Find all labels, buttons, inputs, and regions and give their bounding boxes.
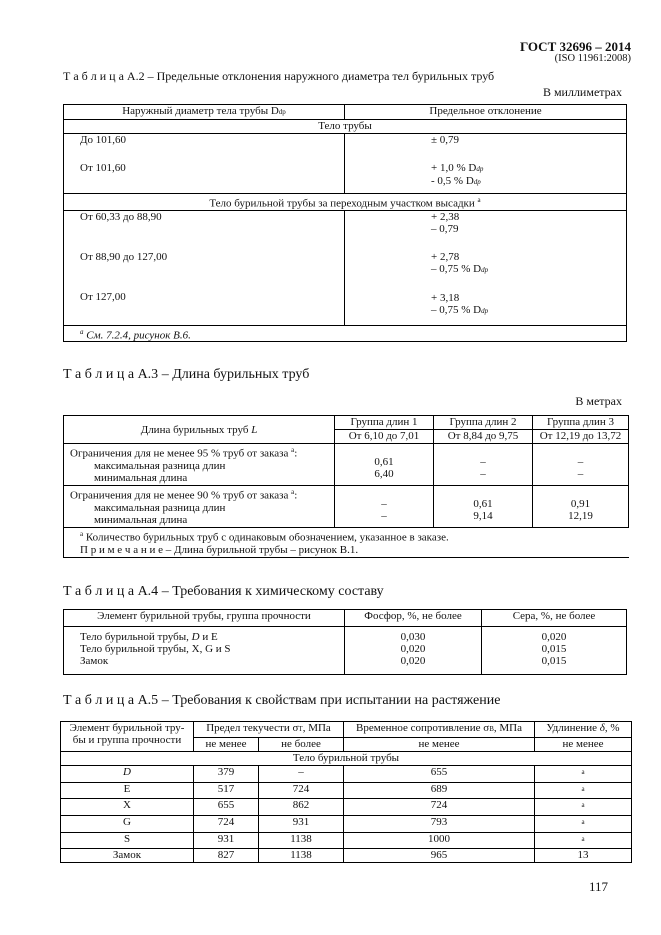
table-cell: 931 — [194, 832, 259, 849]
col-header: От 6,10 до 7,01 — [335, 430, 434, 444]
table-a3-unit: В метрах — [575, 394, 622, 408]
table-cell: а — [535, 815, 632, 832]
col-header: От 12,19 до 13,72 — [533, 430, 629, 444]
table-cell: 517 — [194, 782, 259, 799]
col-header: Сера, %, не более — [482, 610, 627, 627]
table-cell: Тело бурильной трубы, D и E Тело бурильной трубы, X, G и S Замок — [64, 627, 345, 675]
table-cell: – — [259, 766, 344, 783]
section-row: Тело бурильной трубы — [61, 752, 632, 766]
table-a2-caption: Т а б л и ц а А.2 – Предельные отклонения наружного диаметра тел бурильных труб — [63, 69, 495, 83]
col-header: Длина бурильных труб L — [64, 416, 335, 444]
col-header: не более — [259, 738, 344, 752]
col-header: Наружный диаметр тела трубы Ddp — [64, 105, 345, 120]
table-cell: От 60,33 до 88,90 От 88,90 до 127,00 От 127,00 — [64, 210, 345, 325]
standard-id: ГОСТ 32696 – 2014 — [519, 39, 631, 54]
table-cell: До 101,60 От 101,60 — [64, 134, 345, 194]
table-a3 — [63, 415, 629, 558]
table-cell: 827 — [194, 849, 259, 863]
table-cell: E — [61, 782, 194, 799]
table-cell: 655 — [194, 799, 259, 816]
table-cell: 689 — [344, 782, 535, 799]
table-a5-caption: Т а б л и ц а А.5 – Требования к свойствам при испытании на растяжение — [63, 693, 501, 708]
table-row — [61, 849, 632, 863]
table-cell: а — [535, 782, 632, 799]
col-header: Фосфор, %, не более — [345, 610, 482, 627]
table-cell: D — [61, 766, 194, 783]
iso-id: (ISO 11961:2008) — [554, 53, 631, 64]
section-row: Тело бурильной трубы за переходным участком высадки $^а$ — [64, 194, 627, 211]
table-cell: 0,91 12,19 — [533, 486, 629, 528]
table-cell: Ограничения для не менее 95 % труб от заказа $^а$: максимальная разница длин минимальная длина — [64, 444, 335, 486]
table-a4-caption: Т а б л и ц а А.4 – Требования к химическому составу — [63, 584, 384, 599]
col-header: не менее — [535, 738, 632, 752]
col-header: Временное сопротивление σB, МПа — [344, 722, 535, 738]
table-cell: – – — [434, 444, 533, 486]
table-cell: 0,030 0,020 0,020 — [345, 627, 482, 675]
table-cell: ± 0,79 + 1,0 % Ddp - 0,5 % Ddp — [345, 134, 627, 194]
table-cell: 793 — [344, 815, 535, 832]
table-row — [61, 799, 632, 816]
table-cell: 379 — [194, 766, 259, 783]
table-a3-caption: Т а б л и ц а А.3 – Длина бурильных труб — [63, 367, 310, 382]
page-number: 117 — [588, 879, 608, 894]
table-cell: 862 — [259, 799, 344, 816]
table-row — [61, 832, 632, 849]
table-row — [61, 766, 632, 783]
table-cell: а — [535, 832, 632, 849]
table-cell: 0,61 9,14 — [434, 486, 533, 528]
col-header: не менее — [344, 738, 535, 752]
col-header: Группа длин 3 — [533, 416, 629, 430]
table-a2 — [63, 104, 627, 342]
col-header: Группа длин 2 — [434, 416, 533, 430]
table-cell: 965 — [344, 849, 535, 863]
table-cell: 13 — [535, 849, 632, 863]
table-row — [61, 782, 632, 799]
table-cell: 724 — [194, 815, 259, 832]
table-a4 — [63, 609, 627, 675]
col-header: От 8,84 до 9,75 — [434, 430, 533, 444]
table-cell: а — [535, 766, 632, 783]
col-header: Предел текучести σT, МПа — [194, 722, 344, 738]
table-cell: X — [61, 799, 194, 816]
table-a5 — [60, 721, 632, 863]
col-header: Элемент бурильной трубы, группа прочности — [64, 610, 345, 627]
table-cell: 724 — [259, 782, 344, 799]
table-cell: 655 — [344, 766, 535, 783]
table-cell: 1138 — [259, 832, 344, 849]
col-header: Предельное отклонение — [345, 105, 627, 120]
col-header: не менее — [194, 738, 259, 752]
table-cell: G — [61, 815, 194, 832]
table-cell: 1138 — [259, 849, 344, 863]
table-cell: а — [535, 799, 632, 816]
col-header: Элемент бурильной тру- бы и группа прочности — [61, 722, 194, 752]
table-cell: 0,020 0,015 0,015 — [482, 627, 627, 675]
col-header: Удлинение δ, % — [535, 722, 632, 738]
footnote: $^а$ Количество бурильных труб с одинаковым обозначением, указанное в заказе. П р и м е ч а н и е – Длина бурильной трубы – рисунок В.1. — [64, 528, 629, 558]
table-cell: 0,61 6,40 — [335, 444, 434, 486]
table-cell: 931 — [259, 815, 344, 832]
col-header: Группа длин 1 — [335, 416, 434, 430]
footnote: $^а$ См. 7.2.4, рисунок В.6. — [64, 325, 627, 342]
table-cell: S — [61, 832, 194, 849]
table-row — [61, 815, 632, 832]
table-cell: – – — [335, 486, 434, 528]
table-cell: Ограничения для не менее 90 % труб от заказа $^а$: максимальная разница длин минимальная длина — [64, 486, 335, 528]
section-row: Тело трубы — [64, 120, 627, 134]
table-cell: 1000 — [344, 832, 535, 849]
table-cell: 724 — [344, 799, 535, 816]
table-a2-unit: В миллиметрах — [542, 85, 622, 99]
table-cell: + 2,38 – 0,79 + 2,78 – 0,75 % Ddp + 3,18 – 0,75 % Ddp — [345, 210, 627, 325]
table-cell: Замок — [61, 849, 194, 863]
table-cell: – – — [533, 444, 629, 486]
